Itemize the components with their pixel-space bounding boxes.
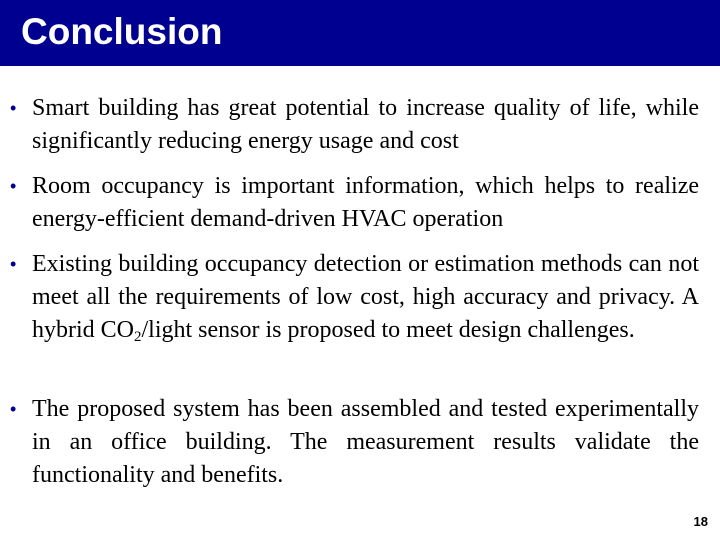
bullet-glyph: • [10, 98, 17, 118]
bullet-glyph: • [10, 254, 17, 274]
slide-title: Conclusion [21, 11, 223, 52]
page-number: 18 [693, 514, 708, 529]
bullet-text: The proposed system has been assembled and tested experimentally in an office building. The measurement results validate the functionality and benefits. [32, 396, 699, 488]
bullet-text: Room occupancy is important information, which helps to realize energy-efficient demand-driven HVAC operation [32, 173, 699, 232]
co2-subscript: 2 [134, 329, 142, 345]
bullet-item-smart-building [10, 92, 699, 158]
bullet-item-room-occupancy [10, 170, 699, 236]
bullet-text: Smart building has great potential to increase quality of life, while significantly reducing energy usage and cost [32, 95, 699, 154]
bullet-glyph: • [10, 176, 17, 196]
bullet-glyph: • [10, 399, 17, 419]
bullet-text [32, 248, 699, 347]
bullet-item-proposed-system [10, 393, 699, 492]
bullet-item-existing-methods [10, 248, 699, 347]
bullet-text-main: Existing building occupancy detection or estimation methods can not meet all the requirements of low cost, high accuracy and privacy. A hybrid CO [32, 251, 699, 343]
bullet-text-tail: /light sensor is proposed to meet design challenges. [141, 317, 635, 343]
